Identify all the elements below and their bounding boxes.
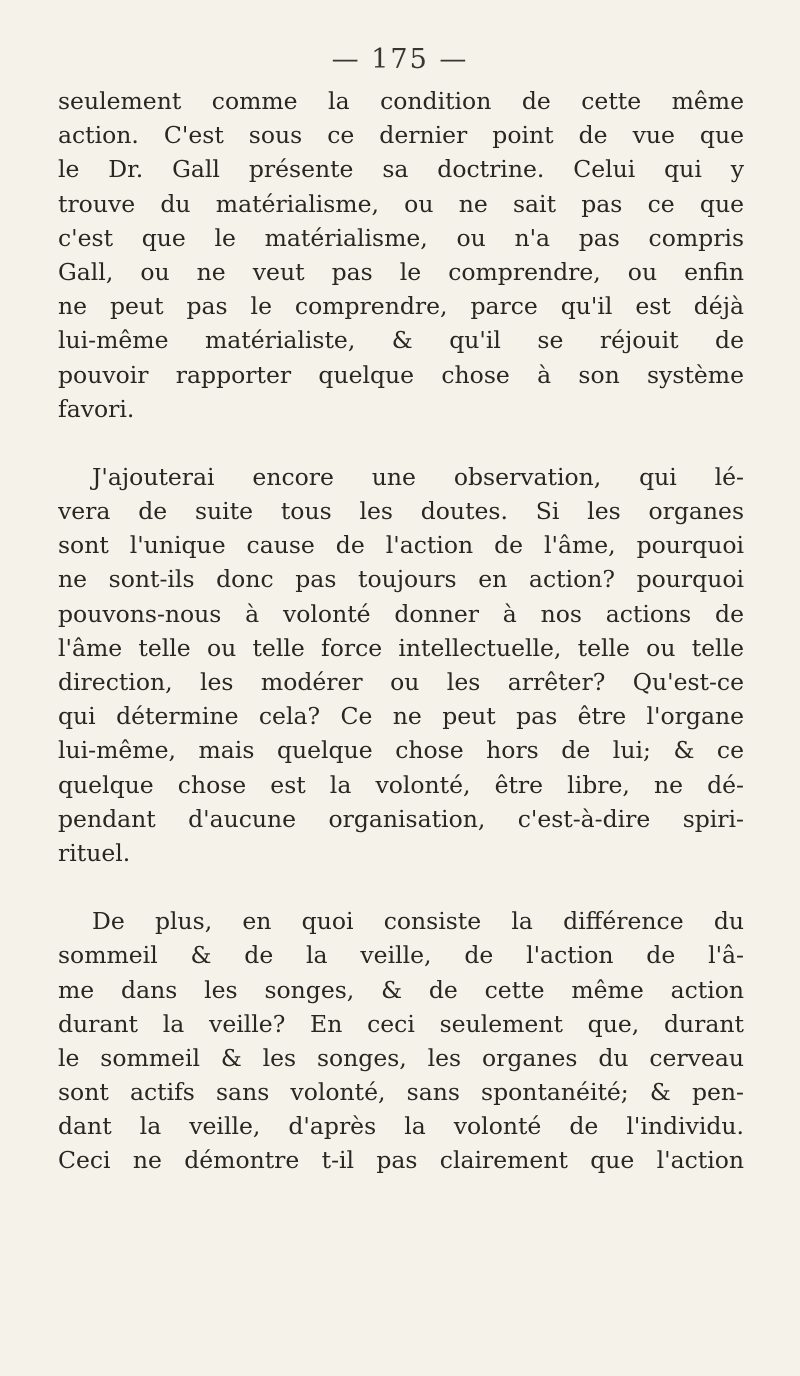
- text-line: c'est que le matérialisme, ou n'a pas compris: [58, 223, 744, 252]
- text-line: qui détermine cela? Ce ne peut pas être l'organe: [58, 702, 744, 731]
- text-line: dant la veille, d'après la volonté de l'individu.: [58, 1112, 744, 1141]
- page-number: — 175 —: [331, 44, 469, 75]
- body-text: [58, 84, 744, 1178]
- text-line: le Dr. Gall présente sa doctrine. Celui qui y: [58, 155, 744, 184]
- text-line: ne sont-ils donc pas toujours en action? pourquoi: [58, 565, 744, 594]
- text-line: Gall, ou ne veut pas le comprendre, ou enfin: [58, 257, 744, 286]
- text-line: trouve du matérialisme, ou ne sait pas ce que: [58, 189, 744, 218]
- text-line: favori.: [58, 394, 135, 423]
- text-line: me dans les songes, & de cette même action: [58, 975, 744, 1004]
- text-line: seulement comme la condition de cette même: [58, 87, 744, 115]
- text-line: sont actifs sans volonté, sans spontanéité; & pen-: [58, 1078, 744, 1107]
- text-line: rituel.: [58, 838, 131, 867]
- text-line: lui-même, mais quelque chose hors de lui; & ce: [58, 736, 744, 765]
- paragraph-gap: [58, 426, 744, 460]
- text-line: pouvoir rapporter quelque chose à son système: [58, 360, 744, 389]
- text-line: l'âme telle ou telle force intellectuelle, telle ou telle: [58, 633, 744, 662]
- text-line: sont l'unique cause de l'action de l'âme, pourquoi: [58, 531, 744, 560]
- text-line: le sommeil & les songes, les organes du cerveau: [58, 1043, 744, 1072]
- text-line: quelque chose est la volonté, être libre, ne dé-: [58, 770, 744, 799]
- paragraph-gap: [58, 870, 744, 904]
- paragraph-3: [58, 904, 744, 1178]
- text-line: action. C'est sous ce dernier point de vue que: [58, 121, 744, 150]
- text-line: pendant d'aucune organisation, c'est-à-dire spiri-: [58, 804, 744, 833]
- text-line: sommeil & de la veille, de l'action de l'â-: [58, 941, 744, 970]
- text-line: durant la veille? En ceci seulement que, durant: [58, 1009, 744, 1038]
- text-line: lui-même matérialiste, & qu'il se réjouit de: [58, 326, 744, 355]
- text-line: direction, les modérer ou les arrêter? Qu'est-ce: [58, 668, 744, 696]
- paragraph-1: [58, 84, 744, 426]
- text-line: J'ajouterai encore une observation, qui lé-: [92, 462, 744, 491]
- paragraph-2: [58, 460, 744, 870]
- text-line: pouvons-nous à volonté donner à nos actions de: [58, 599, 744, 628]
- text-line: ne peut pas le comprendre, parce qu'il est déjà: [58, 292, 744, 321]
- text-line: Ceci ne démontre t-il pas clairement que l'action: [58, 1146, 744, 1175]
- text-line: vera de suite tous les doutes. Si les organes: [58, 497, 744, 526]
- text-line: De plus, en quoi consiste la différence du: [92, 907, 744, 936]
